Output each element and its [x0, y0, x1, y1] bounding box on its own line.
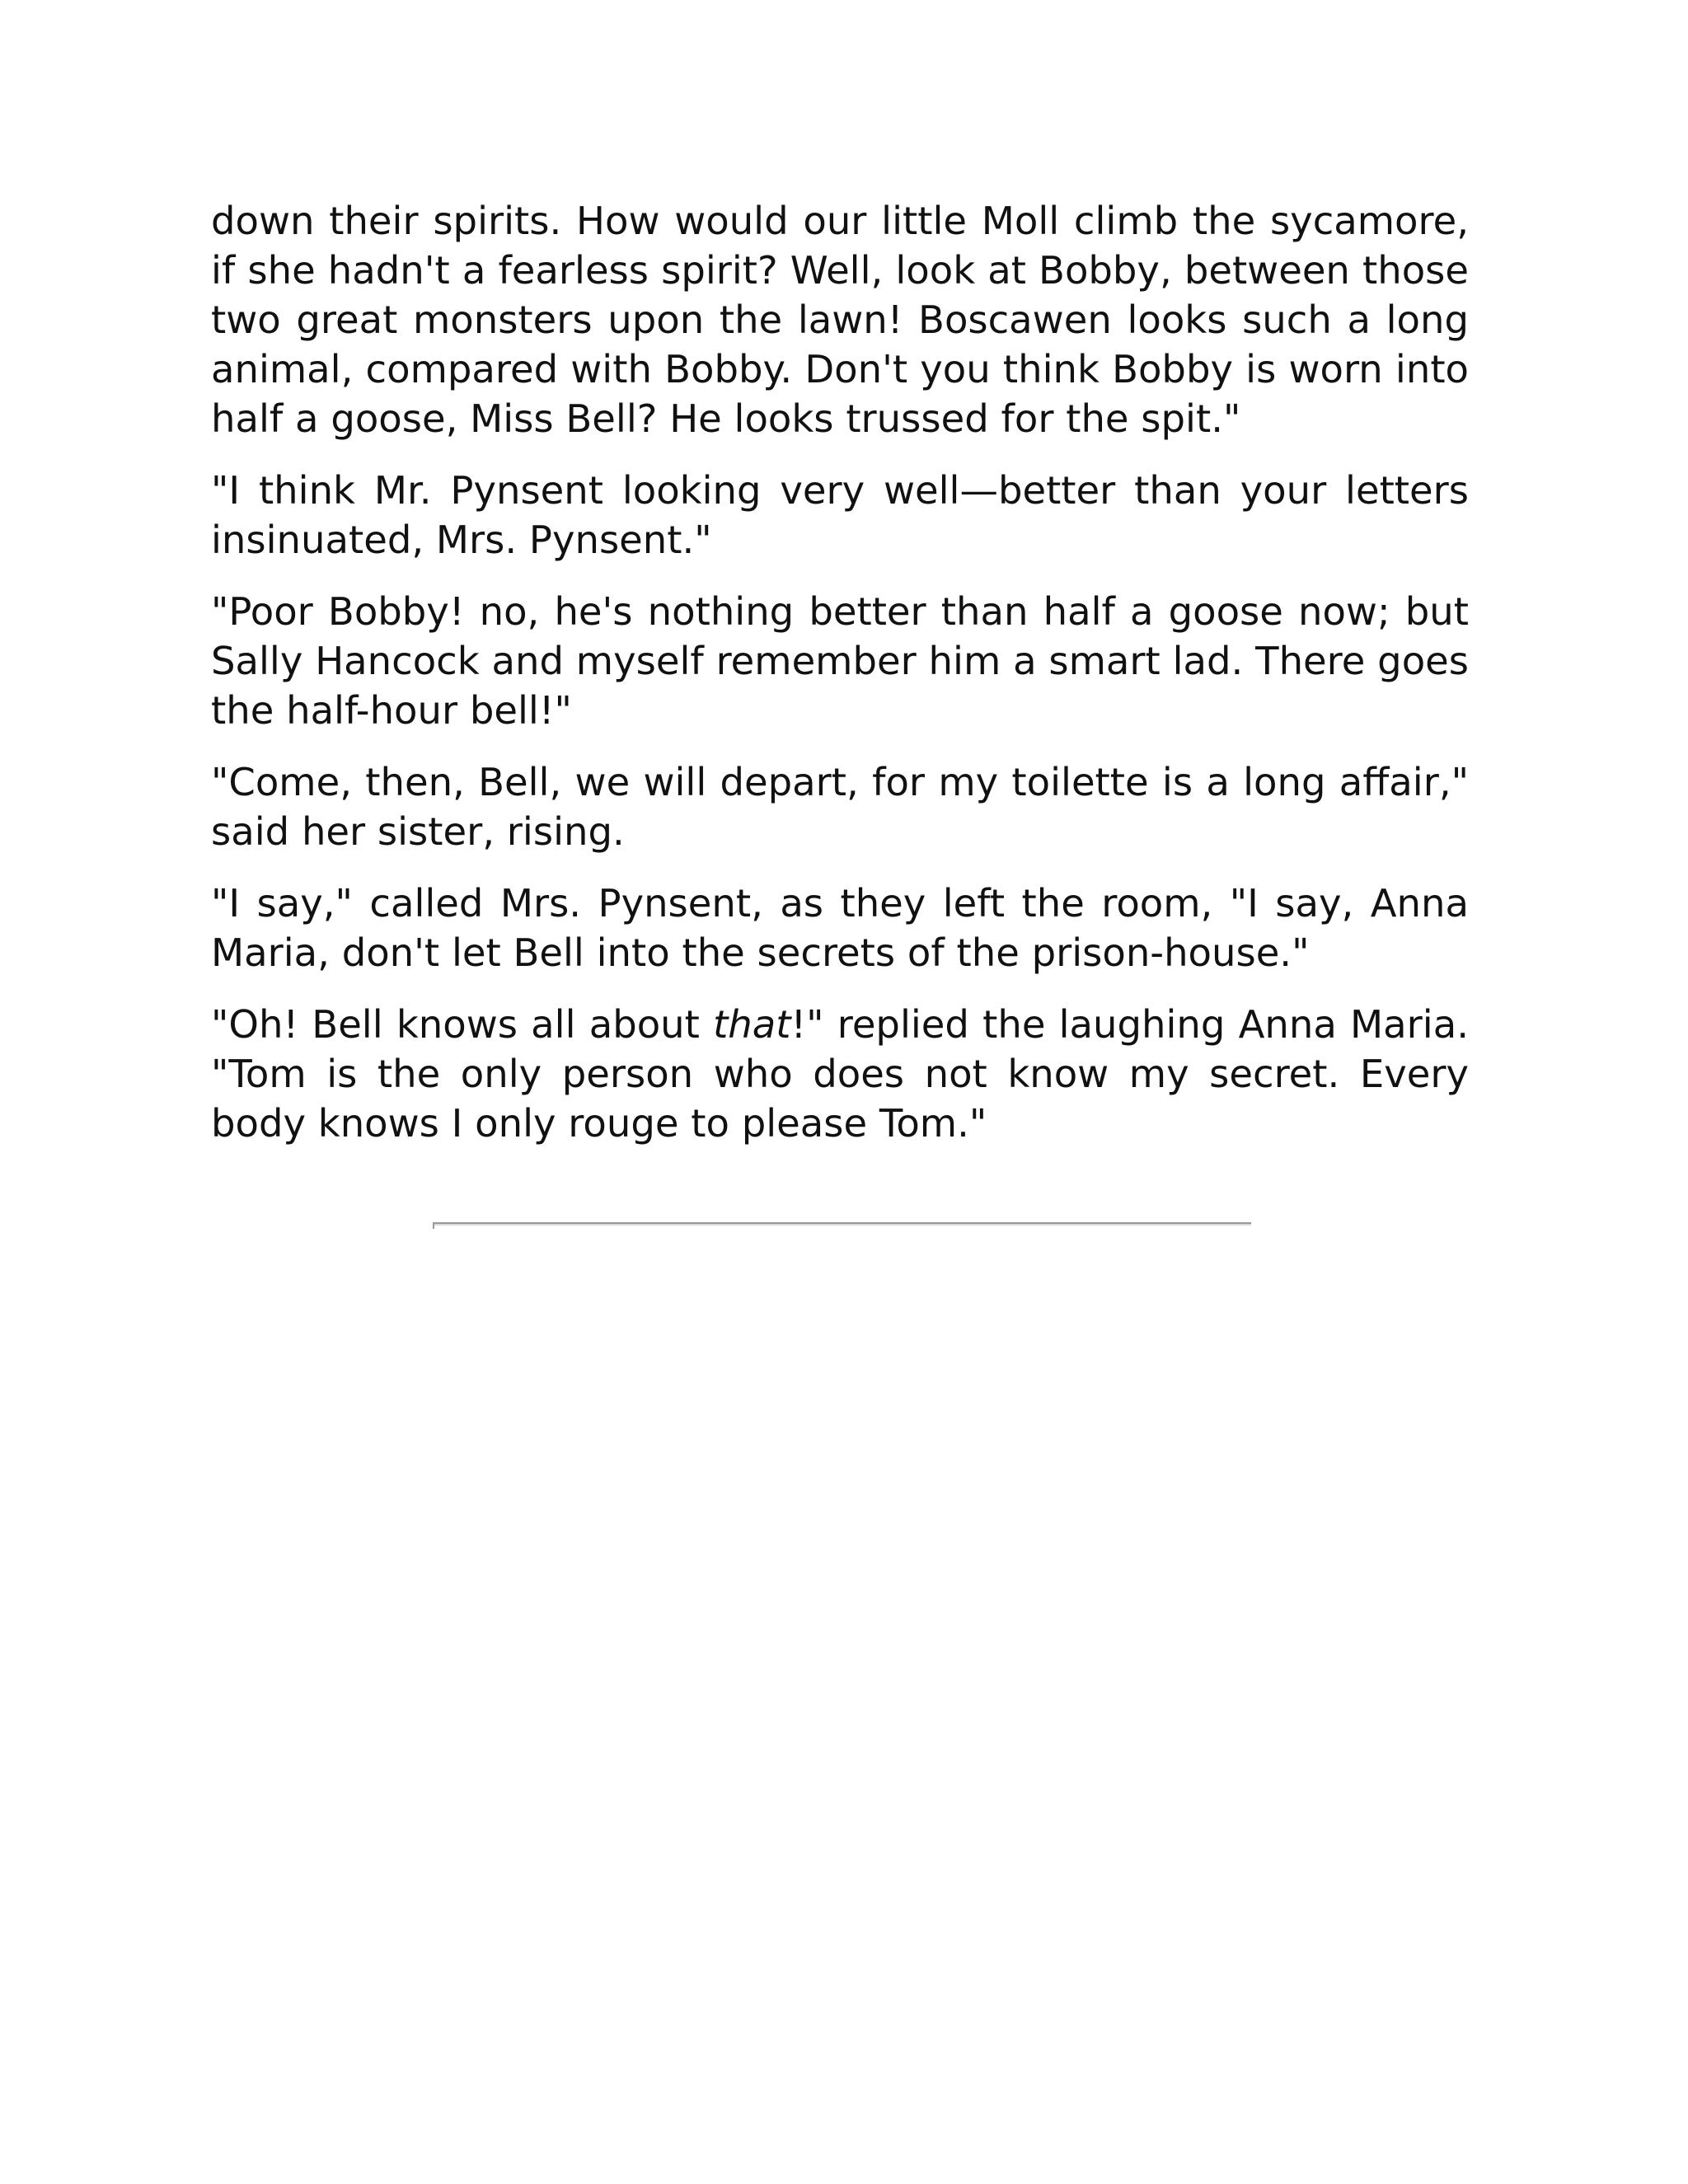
paragraph-5: "I say," called Mrs. Pynsent, as they left the room, "I say, Anna Maria, don't let Bell into the secrets of the prison-house.": [211, 881, 1469, 975]
emphasized-word: that: [713, 1002, 791, 1047]
paragraph-6-start: "Oh! Bell knows all about: [211, 1002, 714, 1047]
paragraph-2: "I think Mr. Pynsent looking very well—better than your letters insinuated, Mrs. Pynsent.": [211, 468, 1469, 562]
paragraph-4: "Come, then, Bell, we will depart, for my toilette is a long affair," said her sister, rising.: [211, 760, 1469, 854]
paragraph-3: "Poor Bobby! no, he's nothing better than half a goose now; but Sally Hancock and myself remember him a smart lad. There goes the half-hour bell!": [211, 589, 1469, 733]
paragraph-1: down their spirits. How would our little Moll climb the sycamore, if she hadn't a fearless spirit? Well, look at Bobby, between those two great monsters upon the lawn! Boscawen looks such a long animal, compared with Bobby. Don't you think Bobby is worn into half a goose, Miss Bell? He looks trussed for the spit.": [211, 199, 1469, 441]
paragraph-6: [211, 1000, 1469, 1148]
paragraph-6-end: !" replied the laughing Anna Maria. "Tom is the only person who does not know my secret. Every body knows I only rouge to please Tom.": [211, 1002, 1469, 1146]
section-divider: [433, 1222, 1251, 1226]
body-text: [211, 196, 1469, 1170]
